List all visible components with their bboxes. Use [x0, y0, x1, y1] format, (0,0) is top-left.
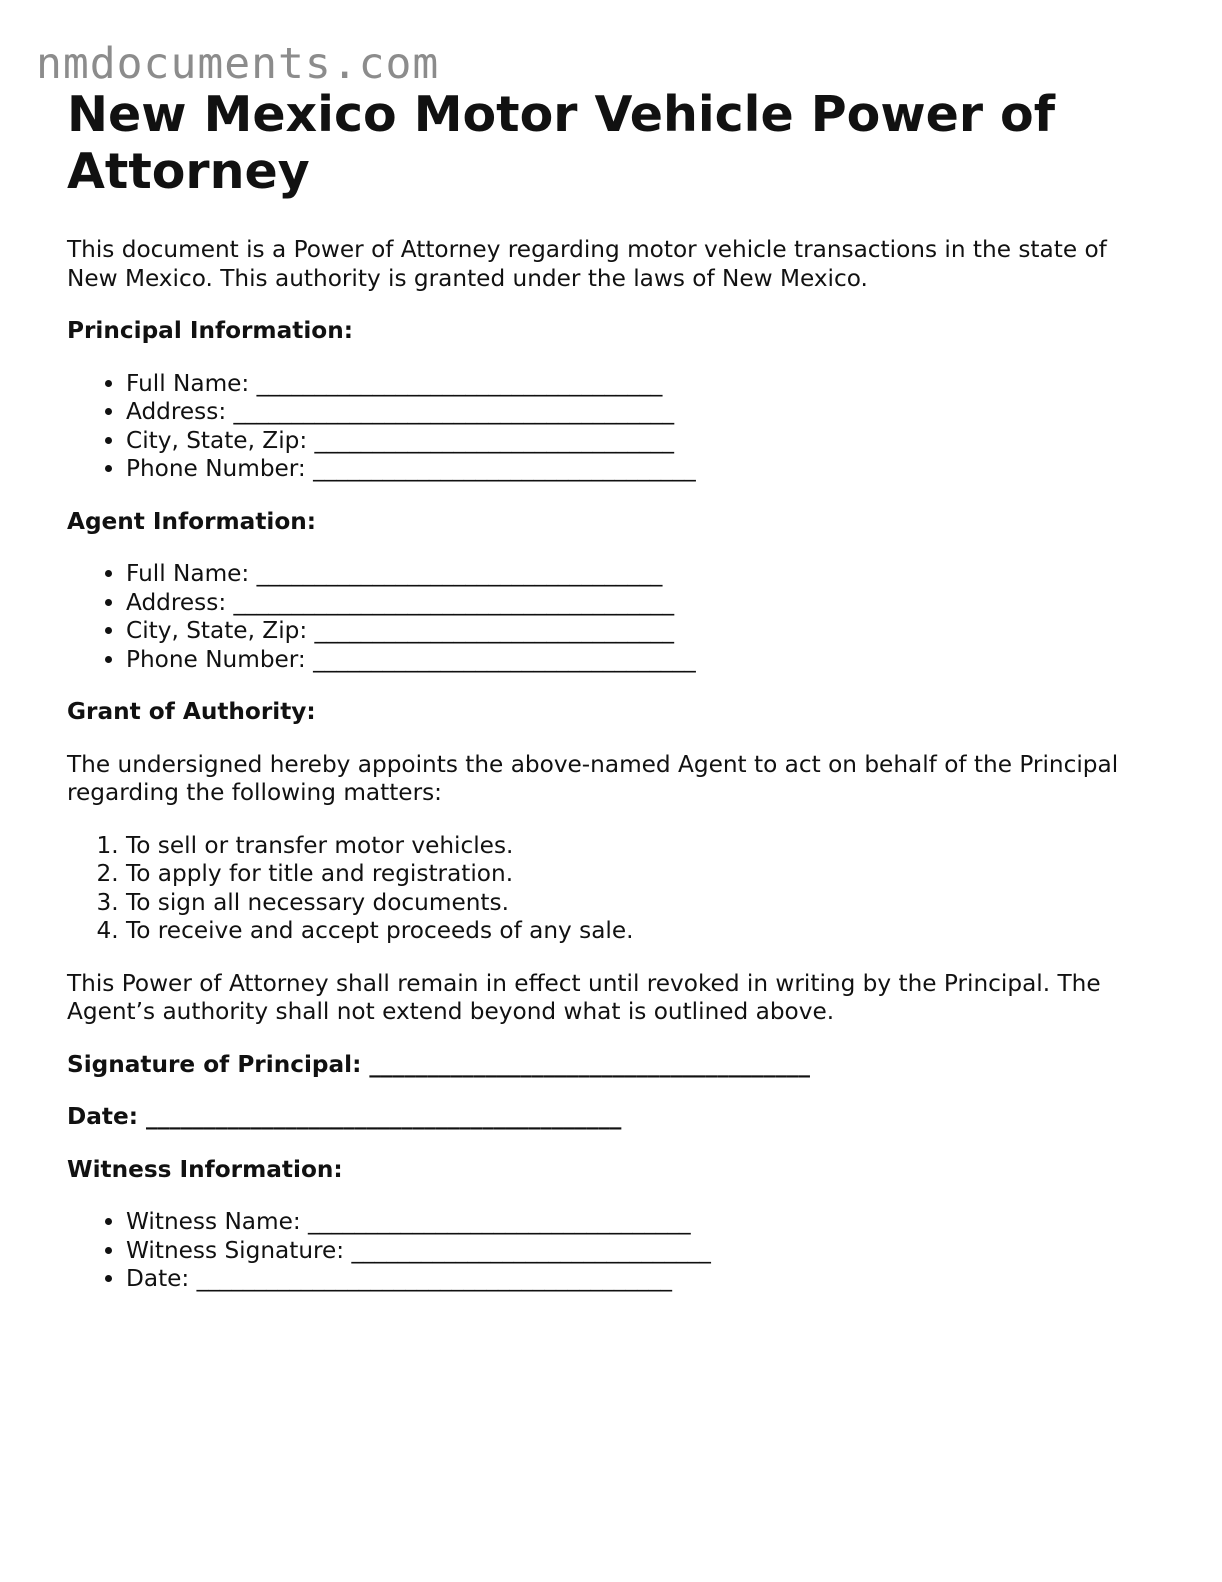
- grant-list: [67, 832, 1157, 946]
- principal-signature-line: Signature of Principal: ______________________________________: [67, 1050, 810, 1078]
- witness-name-field: • Witness Name: _________________________________: [126, 1208, 1157, 1237]
- agent-full-name-field: • Full Name: ___________________________________: [126, 560, 1157, 589]
- witness-heading: Witness Information:: [67, 1155, 343, 1183]
- witness-date-field: • Date: _________________________________________: [126, 1265, 1157, 1294]
- grant-item-sell: 1. To sell or transfer motor vehicles.: [126, 832, 1157, 861]
- grant-closing-paragraph: This Power of Attorney shall remain in effect until revoked in writing by the Principal. The Agent’s authority shall not extend beyond what is outlined above.: [67, 969, 1101, 1025]
- principal-phone-field: • Phone Number: _________________________________: [126, 455, 1157, 484]
- grant-intro-paragraph: The undersigned hereby appoints the above-named Agent to act on behalf of the Principal regarding the following matters:: [67, 750, 1119, 806]
- watermark: nmdocuments.com: [36, 39, 440, 89]
- agent-address-field: • Address: ______________________________________: [126, 589, 1157, 618]
- principal-city-state-zip-field: • City, State, Zip: _______________________________: [126, 427, 1157, 456]
- agent-phone-field: • Phone Number: _________________________________: [126, 646, 1157, 675]
- witness-signature-field: • Witness Signature: _______________________________: [126, 1237, 1157, 1266]
- principal-heading: Principal Information:: [67, 317, 353, 344]
- agent-heading: Agent Information:: [67, 507, 317, 535]
- grant-heading: Grant of Authority:: [67, 698, 316, 725]
- agent-list: [67, 560, 1157, 674]
- principal-list: [67, 370, 1157, 484]
- principal-address-field: • Address: ______________________________________: [126, 398, 1157, 427]
- intro-paragraph: This document is a Power of Attorney regarding motor vehicle transactions in the state of New Mexico. This authority is granted under the laws of New Mexico.: [67, 236, 1107, 292]
- grant-item-title: 2. To apply for title and registration.: [126, 860, 1157, 889]
- document-title: New Mexico Motor Vehicle Power of Attorney: [67, 86, 1056, 200]
- document-page: [67, 86, 1157, 1318]
- grant-item-sign: 3. To sign all necessary documents.: [126, 889, 1157, 918]
- principal-full-name-field: • Full Name: ___________________________________: [126, 370, 1157, 399]
- witness-list: [67, 1208, 1157, 1294]
- agent-city-state-zip-field: • City, State, Zip: _______________________________: [126, 617, 1157, 646]
- date-line: Date: _________________________________________: [67, 1103, 622, 1130]
- grant-item-proceeds: 4. To receive and accept proceeds of any sale.: [126, 917, 1157, 946]
